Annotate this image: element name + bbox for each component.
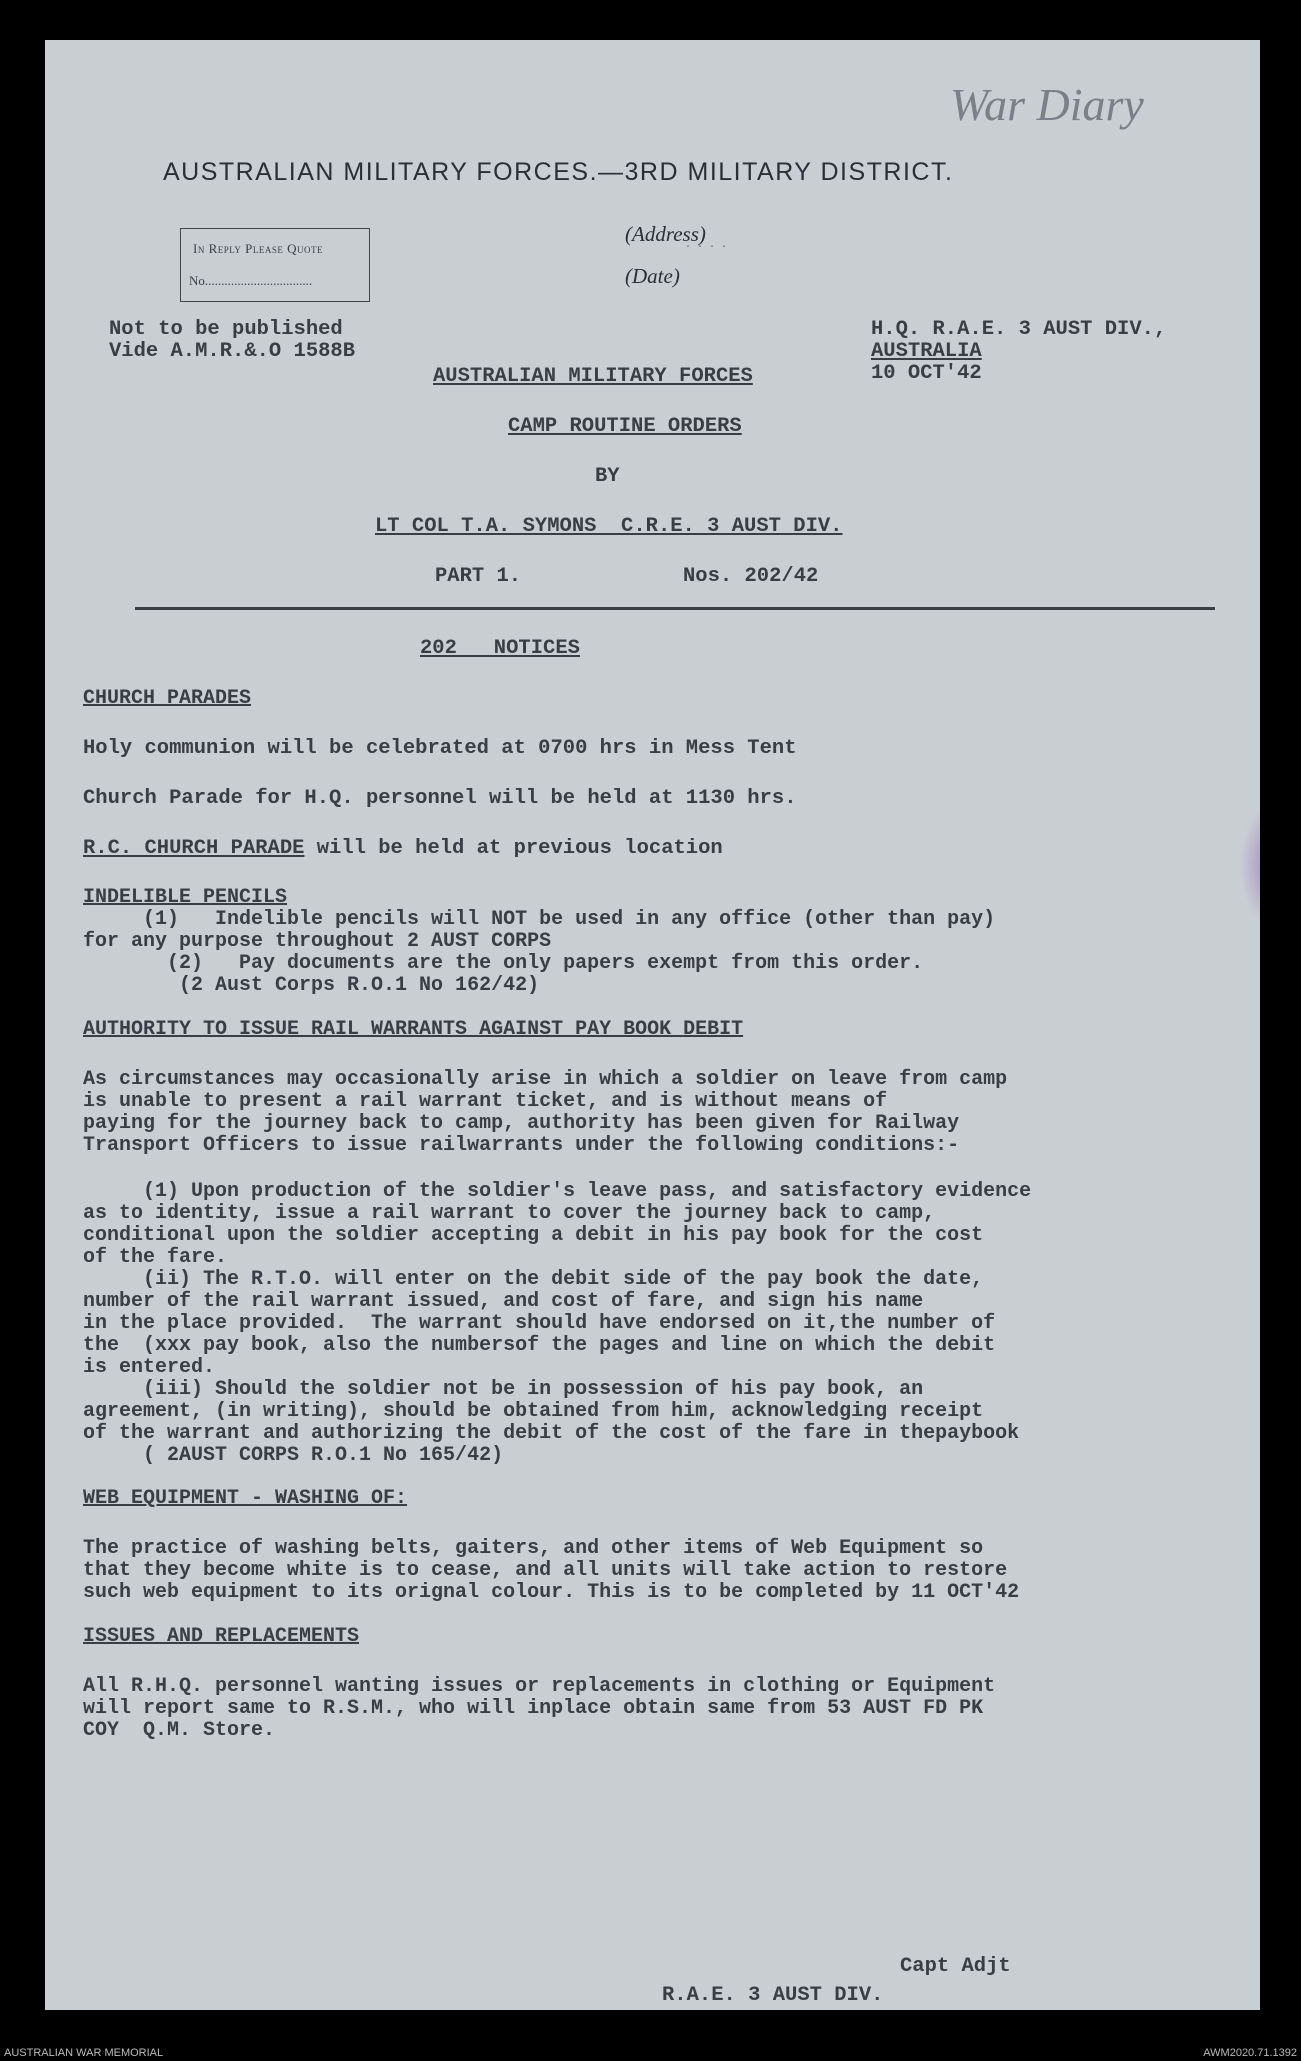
web-line-2: that they become white is to cease, and all units will take action to restore: [83, 1559, 1008, 1582]
web-heading: WEB EQUIPMENT - WASHING OF:: [83, 1487, 408, 1510]
pencils-line-4: (2 Aust Corps R.O.1 No 162/42): [83, 974, 540, 997]
issues-heading: ISSUES AND REPLACEMENTS: [83, 1625, 360, 1648]
warrants-p2-1: (1) Upon production of the soldier's leave pass, and satisfactory evidence: [83, 1180, 1032, 1203]
unit-header: H.Q. R.A.E. 3 AUST DIV.,: [871, 318, 1167, 341]
issues-line-1: All R.H.Q. personnel wanting issues or replacements in clothing or Equipment: [83, 1675, 996, 1698]
title-officer: LT COL T.A. SYMONS C.R.E. 3 AUST DIV.: [375, 515, 843, 538]
issues-line-3: COY Q.M. Store.: [83, 1719, 276, 1742]
warrants-p4-3: of the warrant and authorizing the debit of the cost of the fare in thepaybook: [83, 1422, 1020, 1445]
publication-note-2: Vide A.M.R.&.O 1588B: [109, 340, 356, 363]
church-heading: CHURCH PARADES: [83, 687, 252, 710]
warrants-p3-4: the (xxx pay book, also the numbersof the pages and line on which the debit: [83, 1334, 996, 1357]
divider: · · · ·: [685, 242, 728, 253]
church-line-1: Holy communion will be celebrated at 0700 hrs in Mess Tent: [83, 737, 797, 760]
section-divider: [135, 607, 1215, 610]
warrants-p3-1: (ii) The R.T.O. will enter on the debit side of the pay book the date,: [83, 1268, 984, 1291]
issues-line-2: will report same to R.S.M., who will inplace obtain same from 53 AUST FD PK: [83, 1697, 984, 1720]
warrants-heading: AUTHORITY TO ISSUE RAIL WARRANTS AGAINST PAY BOOK DEBIT: [83, 1018, 744, 1041]
web-line-3: such web equipment to its orignal colour. This is to be completed by 11 OCT'42: [83, 1581, 1020, 1604]
title-forces: AUSTRALIAN MILITARY FORCES: [433, 365, 753, 388]
web-line-1: The practice of washing belts, gaiters, and other items of Web Equipment so: [83, 1537, 984, 1560]
warrants-p2-3: conditional upon the soldier accepting a debit in his pay book for the cost: [83, 1224, 984, 1247]
publication-note-1: Not to be published: [109, 318, 343, 341]
pencils-line-1: (1) Indelible pencils will NOT be used in any office (other than pay): [83, 908, 996, 931]
warrants-p4-2: agreement, (in writing), should be obtained from him, acknowledging receipt: [83, 1400, 984, 1423]
warrants-p1-4: Transport Officers to issue railwarrants under the following conditions:-: [83, 1134, 960, 1157]
signoff-title: Capt Adjt: [900, 1955, 1011, 1978]
pencils-heading: INDELIBLE PENCILS: [83, 886, 288, 909]
reply-quote-box: [180, 228, 370, 302]
date-label: (Date): [625, 264, 680, 288]
signoff-unit: R.A.E. 3 AUST DIV.: [662, 1984, 884, 2007]
warrants-p2-2: as to identity, issue a rail warrant to cover the journey back to camp,: [83, 1202, 936, 1225]
document-date: 10 OCT'42: [871, 362, 982, 385]
ink-stain: [1240, 805, 1260, 925]
warrants-p1-3: paying for the journey back to camp, authority has been given for Railway: [83, 1112, 960, 1135]
notices-heading: 202 NOTICES: [420, 637, 580, 660]
warrants-p2-4: of the fare.: [83, 1246, 228, 1269]
document-page: [45, 40, 1260, 2010]
address-label: (Address): [625, 222, 706, 246]
handwritten-annotation: War Diary: [950, 79, 1144, 130]
warrants-p3-3: in the place provided. The warrant should have endorsed on it,the number of: [83, 1312, 996, 1335]
reply-quote-label: In Reply Please Quote: [193, 241, 323, 256]
letterhead: AUSTRALIAN MILITARY FORCES.—3RD MILITARY DISTRICT.: [163, 158, 954, 186]
warrants-p4-1: (iii) Should the soldier not be in possession of his pay book, an: [83, 1378, 924, 1401]
part-label: PART 1.: [435, 565, 522, 588]
title-orders: CAMP ROUTINE ORDERS: [508, 415, 742, 438]
order-numbers: Nos. 202/42: [683, 565, 819, 588]
pencils-line-2: for any purpose throughout 2 AUST CORPS: [83, 930, 552, 953]
reply-number-label: No.................................: [189, 273, 313, 288]
warrants-p1-1: As circumstances may occasionally arise in which a soldier on leave from camp: [83, 1068, 1008, 1091]
warrants-p1-2: is unable to present a rail warrant ticket, and is without means of: [83, 1090, 888, 1113]
unit-country: AUSTRALIA: [871, 340, 982, 363]
pencils-line-3: (2) Pay documents are the only papers exempt from this order.: [83, 952, 924, 975]
warrants-p3-2: number of the rail warrant issued, and cost of fare, and sign his name: [83, 1290, 924, 1313]
footer-accession: AWM2020.71.1392: [1203, 2047, 1297, 2059]
footer-source: AUSTRALIAN WAR MEMORIAL: [4, 2047, 164, 2059]
warrants-p3-5: is entered.: [83, 1356, 216, 1379]
warrants-p4-4: ( 2AUST CORPS R.O.1 No 165/42): [83, 1444, 504, 1467]
title-by: BY: [595, 465, 620, 488]
church-line-2: Church Parade for H.Q. personnel will be held at 1130 hrs.: [83, 787, 797, 810]
church-line-3: R.C. CHURCH PARADE will be held at previous location: [83, 837, 723, 860]
